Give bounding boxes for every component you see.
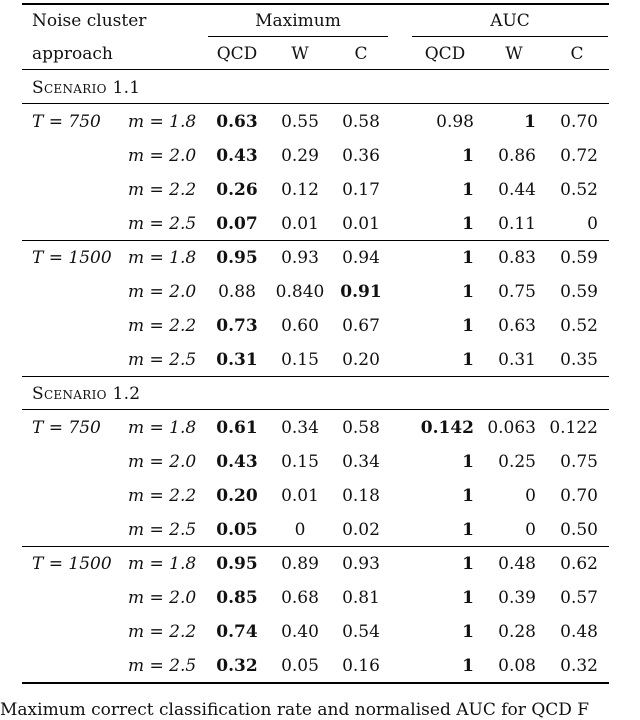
section-rule [22, 103, 609, 104]
table-cell: 0 [525, 486, 536, 506]
table-cell: 0.122 [549, 418, 598, 438]
m-label: m = 2.5 [128, 520, 197, 540]
table-cell: 0.01 [281, 486, 319, 506]
section-title: Scenario 1.1 [32, 78, 141, 98]
m-label: m = 2.2 [128, 316, 197, 336]
table-cell: 0.83 [498, 248, 536, 268]
table-cell: 0.52 [560, 316, 598, 336]
table-cell: 1 [462, 656, 474, 676]
table-cell: 0.15 [281, 452, 319, 472]
col-w-max: W [291, 44, 309, 64]
table-cell: 0.54 [342, 622, 380, 642]
table-cell: 0.63 [216, 112, 258, 132]
m-label: m = 2.0 [128, 282, 197, 302]
table-cell: 0.17 [342, 180, 380, 200]
m-label: m = 1.8 [128, 112, 197, 132]
t-label: T = 1500 [32, 554, 112, 574]
table-cell: 0.59 [560, 282, 598, 302]
table-cell: 0.95 [216, 554, 258, 574]
table-cell: 1 [462, 180, 474, 200]
table-cell: 1 [462, 146, 474, 166]
m-label: m = 2.2 [128, 486, 197, 506]
section-rule [22, 409, 609, 410]
section-end-rule [22, 376, 609, 377]
table-cell: 0.01 [281, 214, 319, 234]
m-label: m = 2.0 [128, 146, 197, 166]
table-cell: 0.29 [281, 146, 319, 166]
table-cell: 0.91 [340, 282, 382, 302]
table-cell: 1 [462, 214, 474, 234]
table-cell: 0.86 [498, 146, 536, 166]
table-cell: 0.60 [281, 316, 319, 336]
header-group-label-line1: Noise cluster [32, 11, 147, 31]
table-cell: 0.02 [342, 520, 380, 540]
m-label: m = 1.8 [128, 554, 197, 574]
table-cell: 0.68 [281, 588, 319, 608]
table-cell: 0.88 [218, 282, 256, 302]
table-cell: 0.94 [342, 248, 380, 268]
table-cell: 0.72 [560, 146, 598, 166]
table-cell: 0.28 [498, 622, 536, 642]
table-cell: 0.81 [342, 588, 380, 608]
m-label: m = 2.5 [128, 214, 197, 234]
table-cell: 0.58 [342, 112, 380, 132]
table-cell: 0.34 [342, 452, 380, 472]
table-cell: 0.48 [560, 622, 598, 642]
table-cell: 0 [525, 520, 536, 540]
block-rule [22, 240, 609, 241]
table-cell: 0.35 [560, 350, 598, 370]
table-cell: 1 [462, 316, 474, 336]
table-cell: 1 [462, 350, 474, 370]
table-cell: 0.05 [216, 520, 258, 540]
block-rule [22, 546, 609, 547]
header-maximum: Maximum [255, 11, 341, 31]
table-cell: 0.15 [281, 350, 319, 370]
t-label: T = 1500 [32, 248, 112, 268]
table-cell: 0.11 [498, 214, 536, 234]
section-title: Scenario 1.2 [32, 384, 141, 404]
table-cell: 1 [462, 452, 474, 472]
table-cell: 0.70 [560, 112, 598, 132]
table-cell: 0.75 [498, 282, 536, 302]
table-cell: 0.20 [216, 486, 258, 506]
table-cell: 0 [587, 214, 598, 234]
m-label: m = 1.8 [128, 418, 197, 438]
table-cell: 0.93 [342, 554, 380, 574]
table-cell: 0.44 [498, 180, 536, 200]
col-c-auc: C [570, 44, 584, 64]
table-cell: 0.48 [498, 554, 536, 574]
table-cell: 0.58 [342, 418, 380, 438]
table-cell: 0.32 [216, 656, 258, 676]
header-auc: AUC [490, 11, 530, 31]
table-cell: 0.74 [216, 622, 258, 642]
table-cell: 0.31 [498, 350, 536, 370]
table-cell: 0.25 [498, 452, 536, 472]
col-w-auc: W [505, 44, 523, 64]
t-label: T = 750 [32, 112, 101, 132]
table-cell: 0.05 [281, 656, 319, 676]
table-cell: 0.08 [498, 656, 536, 676]
table-cell: 0.18 [342, 486, 380, 506]
table-cell: 0.70 [560, 486, 598, 506]
table-cell: 0.07 [216, 214, 258, 234]
table-cell: 0.55 [281, 112, 319, 132]
table-cell: 0.61 [216, 418, 258, 438]
header-maximum-rule [208, 36, 388, 37]
m-label: m = 2.2 [128, 622, 197, 642]
table-cell: 0.52 [560, 180, 598, 200]
table-cell: 0.39 [498, 588, 536, 608]
col-qcd-auc: QCD [424, 44, 466, 64]
header-bottom-rule [22, 69, 609, 70]
table-cell: 1 [462, 486, 474, 506]
table-cell: 1 [462, 520, 474, 540]
table-cell: 0.67 [342, 316, 380, 336]
table-cell: 1 [462, 554, 474, 574]
table-cell: 0.59 [560, 248, 598, 268]
table-cell: 1 [462, 282, 474, 302]
table-cell: 0.95 [216, 248, 258, 268]
table-cell: 0.840 [275, 282, 325, 302]
table-cell: 0.36 [342, 146, 380, 166]
m-label: m = 2.0 [128, 588, 197, 608]
table-cell: 0.98 [436, 112, 474, 132]
m-label: m = 2.2 [128, 180, 197, 200]
m-label: m = 2.5 [128, 350, 197, 370]
header-auc-rule [412, 36, 608, 37]
table-cell: 0.142 [420, 418, 474, 438]
table-cell: 1 [524, 112, 536, 132]
m-label: m = 2.5 [128, 656, 197, 676]
table-cell: 0.26 [216, 180, 258, 200]
table-cell: 1 [462, 248, 474, 268]
table-cell: 0.43 [216, 146, 258, 166]
table-cell: 0.93 [281, 248, 319, 268]
table-cell: 0.12 [281, 180, 319, 200]
table-cell: 0.01 [342, 214, 380, 234]
table-cell: 1 [462, 588, 474, 608]
table-cell: 0.62 [560, 554, 598, 574]
table-cell: 0.89 [281, 554, 319, 574]
table-cell: 0.85 [216, 588, 258, 608]
col-qcd-max: QCD [216, 44, 258, 64]
table-cell: 0.50 [560, 520, 598, 540]
m-label: m = 1.8 [128, 248, 197, 268]
table-cell: 0.40 [281, 622, 319, 642]
table-cell: 0.34 [281, 418, 319, 438]
table-cell: 0.32 [560, 656, 598, 676]
table-cell: 0.43 [216, 452, 258, 472]
bottom-rule [22, 682, 609, 684]
table-cell: 0.20 [342, 350, 380, 370]
table-cell: 0.75 [560, 452, 598, 472]
table-cell: 0.57 [560, 588, 598, 608]
header-group-label-line2: approach [32, 44, 113, 64]
table-cell: 0.16 [342, 656, 380, 676]
top-rule [22, 3, 609, 5]
table-caption: Maximum correct classification rate and normalised AUC for QCD F [0, 700, 590, 720]
table-cell: 1 [462, 622, 474, 642]
table-cell: 0.063 [487, 418, 536, 438]
table-cell: 0.63 [498, 316, 536, 336]
table-cell: 0.73 [216, 316, 258, 336]
table-cell: 0.31 [216, 350, 258, 370]
m-label: m = 2.0 [128, 452, 197, 472]
t-label: T = 750 [32, 418, 101, 438]
table-cell: 0 [294, 520, 306, 540]
col-c-max: C [354, 44, 368, 64]
